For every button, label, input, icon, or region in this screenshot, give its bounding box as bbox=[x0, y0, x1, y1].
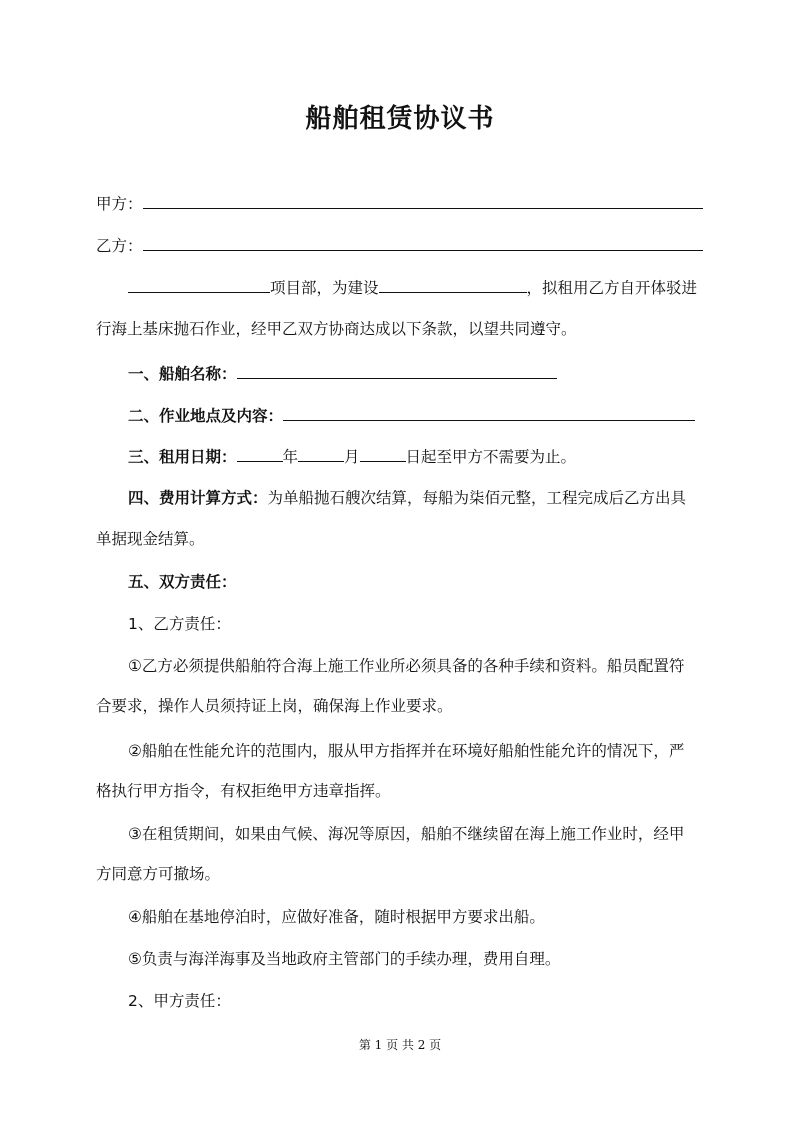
intro-part2: ，拟租用乙方自开体驳进 bbox=[526, 279, 698, 297]
duty-b-1-line-1: ①乙方必须提供船舶符合海上施工作业所必须具备的各种手续和资料。船员配置符 bbox=[128, 657, 685, 675]
section-3-label: 三、租用日期： bbox=[128, 448, 237, 466]
party-a-label: 甲方： bbox=[96, 195, 143, 213]
party-a-blank[interactable] bbox=[143, 191, 703, 209]
document-title: 船舶租赁协议书 bbox=[305, 104, 495, 134]
section-5-heading: 五、双方责任： bbox=[128, 573, 237, 591]
section-4-text-1: 为单船抛石艘次结算，每船为柒佰元整，工程完成后乙方出具 bbox=[267, 489, 687, 507]
section-4-line-2: 单据现金结算。 bbox=[96, 530, 205, 548]
intro-line-1 bbox=[128, 275, 697, 299]
project-name-blank[interactable] bbox=[379, 275, 527, 293]
duty-b-3-line-1: ③在租赁期间，如果由气候、海况等原因，船舶不继续留在海上施工作业时，经甲 bbox=[128, 825, 685, 843]
party-b-duty-heading: 1、乙方责任： bbox=[128, 615, 231, 633]
month-label: 月 bbox=[344, 448, 360, 466]
section-2-label: 二、作业地点及内容： bbox=[128, 407, 284, 425]
party-b-line bbox=[96, 233, 703, 257]
page-footer: 第 1 页 共 2 页 bbox=[358, 1038, 442, 1052]
duty-b-1-line-2: 合要求，操作人员须持证上岗，确保海上作业要求。 bbox=[96, 697, 453, 715]
section-3-rest: 日起至甲方不需要为止。 bbox=[405, 448, 577, 466]
section-2-line bbox=[128, 403, 695, 427]
section-1-label: 一、船舶名称： bbox=[128, 365, 237, 383]
section-1-line bbox=[128, 361, 557, 385]
ship-name-blank[interactable] bbox=[237, 361, 557, 379]
party-a-duty-heading: 2、甲方责任： bbox=[128, 992, 231, 1010]
year-blank[interactable] bbox=[237, 444, 283, 462]
party-a-line bbox=[96, 191, 703, 215]
duty-b-2-line-1: ②船舶在性能允许的范围内，服从甲方指挥并在环境好船舶性能允许的情况下，严 bbox=[128, 742, 685, 760]
duty-b-3-line-2: 方同意方可撤场。 bbox=[96, 865, 221, 883]
year-label: 年 bbox=[282, 448, 299, 466]
duty-b-2-line-2: 格执行甲方指令，有权拒绝甲方违章指挥。 bbox=[96, 782, 391, 800]
intro-line-2: 行海上基床抛石作业，经甲乙双方协商达成以下条款，以望共同遵守。 bbox=[96, 320, 577, 338]
duty-b-5: ⑤负责与海洋海事及当地政府主管部门的手续办理，费用自理。 bbox=[128, 950, 561, 968]
work-location-blank[interactable] bbox=[283, 403, 695, 421]
party-b-blank[interactable] bbox=[143, 233, 703, 251]
party-b-label: 乙方： bbox=[96, 237, 143, 255]
month-blank[interactable] bbox=[298, 444, 344, 462]
duty-b-4: ④船舶在基地停泊时，应做好准备，随时根据甲方要求出船。 bbox=[128, 908, 545, 926]
section-4-line-1 bbox=[128, 487, 686, 509]
section-3-line bbox=[128, 444, 576, 468]
section-4-label: 四、费用计算方式： bbox=[128, 489, 268, 507]
day-blank[interactable] bbox=[360, 444, 406, 462]
project-dept-blank[interactable] bbox=[128, 275, 270, 293]
intro-part1: 项目部，为建设 bbox=[270, 279, 379, 297]
